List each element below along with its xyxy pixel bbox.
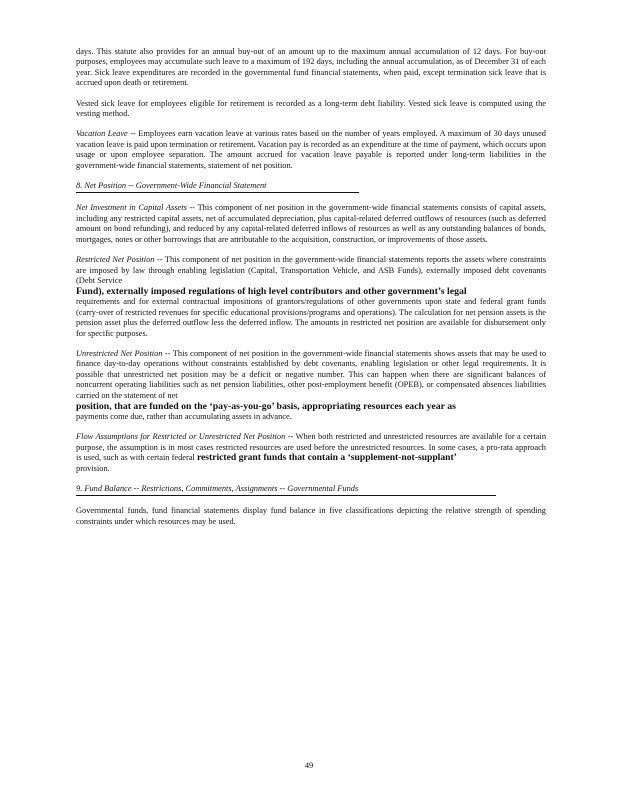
net-investment-term: Net Investment in Capital Assets — [76, 203, 187, 213]
vacation-leave-term: Vacation Leave — [76, 129, 128, 139]
restricted-net-position-term: Restricted Net Position — [76, 255, 155, 265]
unrestricted-text-part-1: -- This component of net position in the government-wide financial statements shows assets that may be used to finance day-to-day operations without constraints established by debt covenants, enabling legislation or other legal requirements. It is possible that unrestricted net position may be a deficit or negative number. This can happen when there are significant balances of noncurrent operating liabilities such as net pension liabilities, other post-employment benefit (OPEB), or compensated absences liabilities carried on the statement of net — [76, 348, 547, 400]
paragraph-vacation-leave — [76, 129, 546, 171]
restricted-text-part-1: -- This component of net position in the government-wide financial statements reports the assets where constraints are imposed by law through enabling legislation (Capital, Transportation Vehicle, and ASB Funds), externally imposed debt covenants (Debt Service — [76, 255, 546, 285]
vacation-leave-text: -- Employees earn vacation leave at various rates based on the number of years employed. A maximum of 30 days unused vacation leave is paid upon termination or retirement. Vacation pay is recorded as an expenditure at the time of payment, which occurs upon usage or upon employee separation. The amount accrued for vacation leave payable is reported under long-term liabilities in the government-wide financial statements, statement of net position. — [76, 129, 546, 170]
paragraph-restricted-net-position — [76, 255, 546, 339]
section-heading-net-position: 8. Net Position -- Government-Wide Financial Statement — [76, 181, 359, 193]
page-number: 49 — [304, 761, 314, 770]
flow-assumptions-text-part-1: -- When both restricted and unrestricted resources are available for a certain purpose, the assumption is in most cases restricted resources are used before the unrestricted resources. In some cases, a pro-rata approach is used, such as with certain federal — [76, 432, 547, 463]
section-heading-fund-balance: 9. Fund Balance -- Restrictions, Commitments, Assignments -- Governmental Funds — [76, 484, 496, 496]
flow-assumptions-text-part-2: provision. — [76, 463, 110, 473]
flow-assumptions-term: Flow Assumptions for Restricted or Unrestricted Net Position — [76, 432, 286, 442]
unrestricted-net-position-term: Unrestricted Net Position — [76, 348, 163, 358]
paragraph-flow-assumptions — [76, 432, 546, 474]
unrestricted-text-large-line: position, that are funded on the ‘pay-as-you-go’ basis, appropriating resources each year as — [76, 400, 456, 412]
flow-assumptions-text-large: restricted grant funds that contain a ‘supplement-not-supplant’ — [196, 452, 457, 464]
paragraph-net-investment — [76, 203, 546, 245]
net-investment-text: -- This component of net position in the government-wide financial statements consists of capital assets, including any restricted capital assets, net of accumulated depreciation, plus capital-related deferred outflows of resources (such as deferred amount on bond refunding), and reduced by any capital-related deferred inflows of resources as well as any outstanding balances of bonds, mortgages, notes or other borrowings that are attributable to the acquisition, construction, or improvements of those assets. — [76, 203, 546, 244]
paragraph-vested-sick-leave: Vested sick leave for employees eligible for retirement is recorded as a long-term debt liability. Vested sick leave is computed using the vesting method. — [76, 98, 546, 119]
paragraph-unrestricted-net-position — [76, 349, 546, 422]
paragraph-governmental-funds: Governmental funds, fund financial statements display fund balance in five classifications depicting the relative strength of spending constraints under which resources may be used. — [76, 506, 546, 526]
restricted-text-part-2: requirements and for external contractual impositions of grantors/regulations of other governments upon state and federal grant funds (carry-over of restricted revenues for specific educational provisions/programs and operations). The calculation for net pension assets is the pension asset plus the deferred outflow less the deferred inflow. The amounts in restricted net position are available for disbursement only for specific purposes. — [76, 297, 546, 338]
unrestricted-text-part-2: payments come due, rather than accumulating assets in advance. — [76, 411, 292, 421]
document-page — [76, 47, 546, 537]
paragraph-sick-leave-buyout: days. This statute also provides for an annual buy-out of an amount up to the maximum annual accumulation of 12 days. For buy-out purposes, employees may accumulate such leave to a maximum of 192 days, including the annual accumulation, as of December 31 of each year. Sick leave expenditures are recorded in the governmental fund financial statements, when paid, except termination sick leave that is accrued upon death or retirement. — [76, 47, 546, 88]
restricted-text-large-line: Fund), externally imposed regulations of high level contributors and other government’s legal — [76, 286, 467, 298]
